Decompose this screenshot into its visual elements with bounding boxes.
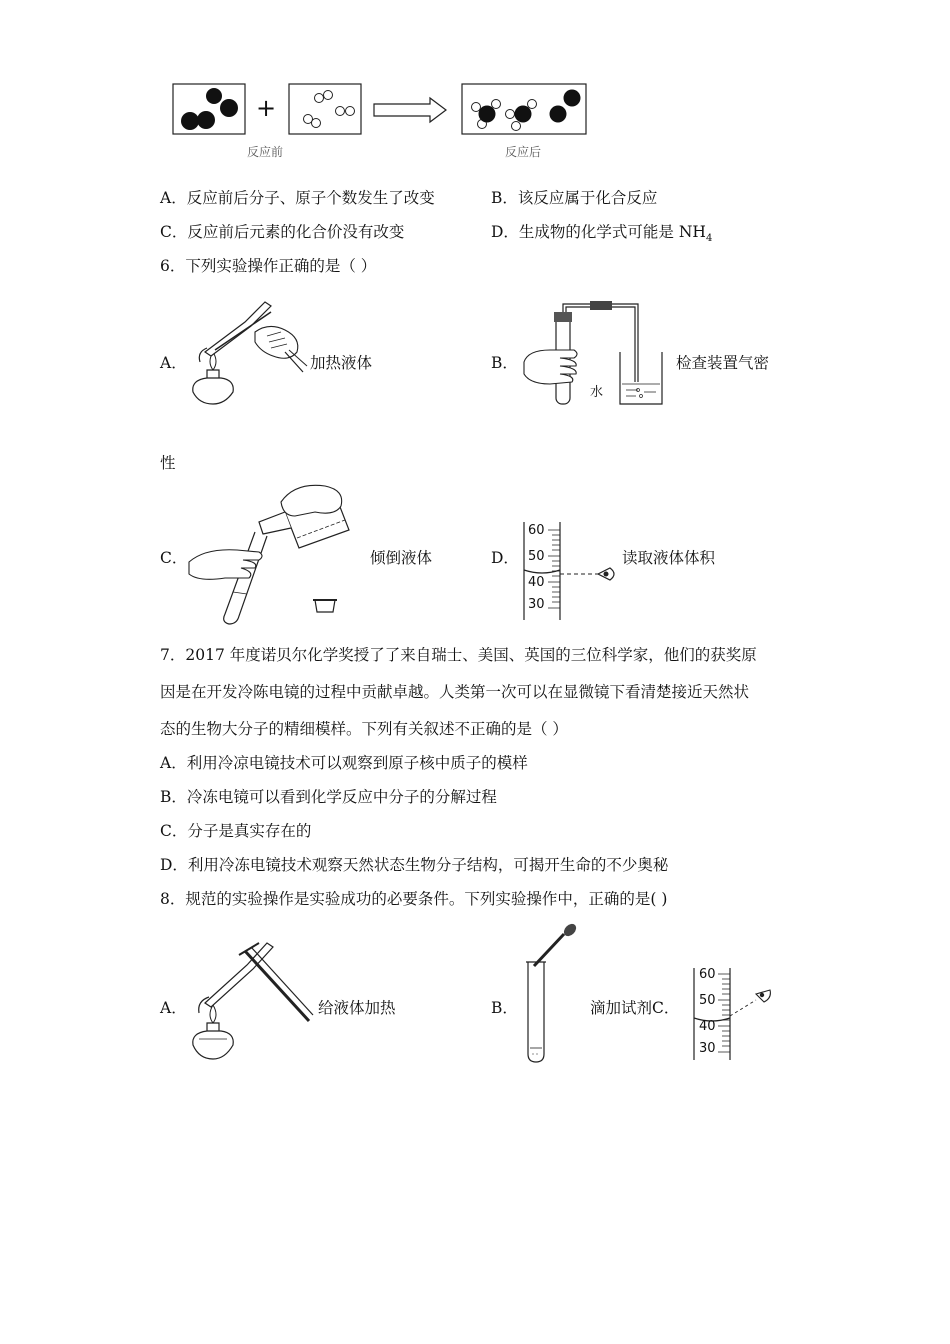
scale-30-b: 30 — [699, 1041, 716, 1056]
pouring-liquid-illustration — [185, 482, 360, 622]
white-atom — [492, 100, 501, 109]
black-atom — [515, 106, 532, 123]
white-atom — [528, 100, 537, 109]
q7-option-d: D．利用冷冻电镜技术观察天然状态生物分子结构，可揭开生命的不少奥秘 — [160, 856, 669, 874]
q6-a-text: 加热液体 — [310, 354, 373, 372]
q5-option-c: C．反应前后元素的化合价没有改变 — [160, 223, 405, 241]
q8-stem: 8．规范的实验操作是实验成功的必要条件。下列实验操作中，正确的是( ) — [160, 890, 668, 908]
q6-d-letter: D． — [491, 549, 519, 567]
q5-option-d-text: D．生成物的化学式可能是 NH — [491, 223, 706, 241]
heating-liquid-illustration-2 — [185, 935, 315, 1065]
q6-d-text: 读取液体体积 — [622, 549, 716, 567]
q6-stem: 6．下列实验操作正确的是（ ） — [160, 257, 377, 275]
white-atom — [472, 103, 481, 112]
white-atom — [324, 91, 333, 100]
q6-b-letter: B． — [491, 354, 518, 372]
scale-50-b: 50 — [699, 993, 716, 1008]
scale-50: 50 — [528, 549, 545, 564]
white-atom — [312, 119, 321, 128]
white-atom — [506, 110, 515, 119]
q5-option-d — [491, 220, 712, 244]
q7-stem-line-2: 因是在开发冷陈电镜的过程中贡献卓越。人类第一次可以在显微镜下看清楚接近天然状 — [160, 683, 750, 701]
heating-liquid-illustration — [185, 292, 315, 412]
q7-option-b: B．冷冻电镜可以看到化学反应中分子的分解过程 — [160, 788, 497, 806]
plus-sign: + — [256, 94, 277, 122]
reaction-arrow — [374, 98, 446, 122]
q8-a-letter: A． — [160, 999, 187, 1017]
dropper-illustration — [520, 922, 590, 1067]
q8-b-letter: B． — [491, 999, 518, 1017]
q7-stem-line-3: 态的生物大分子的精细模样。下列有关叙述不正确的是（ ） — [160, 720, 568, 738]
q6-a-letter: A． — [160, 354, 187, 372]
black-atom — [181, 112, 199, 130]
white-atom — [336, 107, 345, 116]
water-label: 水 — [590, 385, 604, 400]
white-atom — [346, 107, 355, 116]
black-atom — [564, 90, 581, 107]
black-atom — [197, 111, 215, 129]
q7-option-a: A．利用冷凉电镜技术可以观察到原子核中质子的模样 — [160, 754, 528, 772]
q5-option-a: A．反应前后分子、原子个数发生了改变 — [160, 189, 435, 207]
q7-option-c: C．分子是真实存在的 — [160, 822, 312, 840]
black-atom — [220, 99, 238, 117]
caption-before: 反应前 — [247, 145, 284, 159]
scale-30: 30 — [528, 597, 545, 612]
scale-60-b: 60 — [699, 967, 716, 982]
q7-stem-line-1: 7．2017 年度诺贝尔化学奖授了了来自瑞士、美国、英国的三位科学家，他们的获奖原 — [160, 646, 757, 664]
white-atom — [315, 94, 324, 103]
reaction-diagram — [0, 0, 950, 170]
black-atom — [550, 106, 567, 123]
q6-c-text: 倾倒液体 — [370, 549, 433, 567]
q8-a-text: 给液体加热 — [318, 999, 396, 1017]
caption-after: 反应后 — [505, 145, 542, 159]
q8-b-text: 滴加试剂C． — [590, 999, 680, 1017]
q5-option-d-sub: 4 — [705, 233, 713, 245]
q6-c-letter: C． — [160, 549, 188, 567]
white-atom — [512, 122, 521, 131]
scale-40: 40 — [528, 575, 545, 590]
black-atom — [206, 88, 222, 104]
q6-b-text-cont: 性 — [160, 454, 176, 472]
q5-option-b: B．该反应属于化合反应 — [491, 189, 658, 207]
scale-60: 60 — [528, 523, 545, 538]
q6-b-text: 检查装置气密 — [676, 354, 770, 372]
scale-40-b: 40 — [699, 1019, 716, 1034]
black-atom — [479, 106, 496, 123]
